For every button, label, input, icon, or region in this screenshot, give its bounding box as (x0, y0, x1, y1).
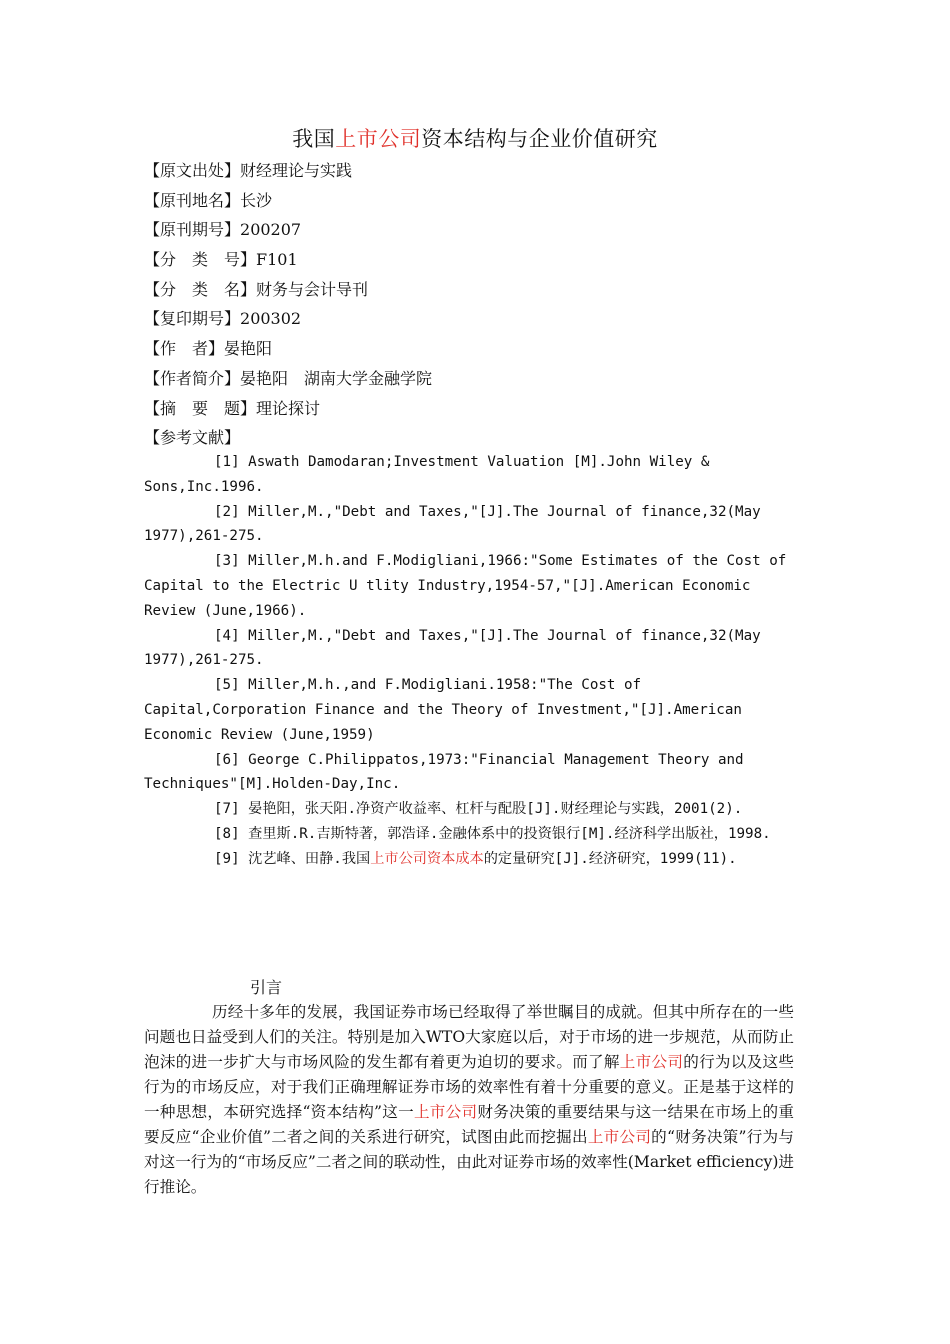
meta-label: 【分 类 名】 (144, 279, 257, 299)
reference-item: [8] 查里斯.R.吉斯特著，郭浩译.金融体系中的投资银行[M].经济科学出版社，1998. (214, 825, 771, 842)
intro-heading: 引言 (250, 978, 283, 997)
meta-row-references (144, 423, 804, 453)
article-title (0, 124, 950, 154)
meta-row-reprint-issue (144, 304, 804, 334)
reference-item: [4] Miller,M.,"Debt and Taxes,"[J].The Journal of finance,32(May 1977),261-275. (144, 627, 761, 669)
meta-value: 长沙 (240, 190, 273, 210)
meta-row-abstract-topic (144, 394, 804, 424)
reference-text: 的定量研究[J].经济研究，1999(11). (483, 850, 737, 867)
intro-text: 的行为以及这些行为的市场反应，对于我们正确理解证券市场的效率性有着十分重要的意义。正是基于这样的一种思想，本研究选择“资本结构”这一 (144, 1053, 794, 1121)
intro-text: 的“财务决策”行为与对这一行为的“市场反应”二者之间的联动性，由此对证券市场的效率性(Market efficiency)进行推论。 (144, 1128, 794, 1196)
reference-item: [6] George C.Philippatos,1973:"Financial Management Theory and Techniques"[M].Holden-Day,Inc. (144, 751, 744, 793)
intro-text: 财务决策的重要结果与这一结果在市场上的重要反应“企业价值”二者之间的关系进行研究，试图由此而挖掘出 (144, 1103, 794, 1146)
meta-value: F101 (256, 250, 298, 270)
reference-highlight: 上市公司资本成本 (370, 850, 484, 867)
reference-item: [1] Aswath Damodaran;Investment Valuation [M].John Wiley & Sons,Inc.1996. (144, 454, 710, 495)
meta-row-place (144, 186, 804, 216)
intro-highlight: 上市公司 (413, 1103, 478, 1121)
meta-value: 理论探讨 (256, 398, 321, 418)
meta-label: 【原刊地名】 (144, 190, 241, 210)
reference-item: [7] 晏艳阳，张天阳.净资产收益率、杠杆与配股[J].财经理论与实践，2001(2). (214, 801, 743, 818)
reference-item: [3] Miller,M.h.and F.Modigliani,1966:"Some Estimates of the Cost of Capital to the Electric U tlity Industry,1954-57,"[J].American Economic Review (June,1966). (144, 553, 787, 619)
intro-paragraph (144, 1000, 794, 1200)
meta-row-issue (144, 215, 804, 245)
meta-value: 晏艳阳 湖南大学金融学院 (240, 368, 433, 388)
title-highlight: 上市公司 (335, 127, 422, 151)
meta-label: 【复印期号】 (144, 309, 241, 329)
meta-label: 【参考文献】 (144, 428, 241, 448)
reference-item (144, 847, 796, 872)
reference-item: [5] Miller,M.h.,and F.Modigliani.1958:"The Cost of Capital,Corporation Finance and the Theory of Investment,"[J].American Economic Review (June,1959) (144, 677, 742, 743)
reference-item: [2] Miller,M.,"Debt and Taxes,"[J].The Journal of finance,32(May 1977),261-275. (144, 503, 761, 545)
reference-list (144, 450, 796, 872)
meta-row-author (144, 334, 804, 364)
meta-row-class-name (144, 275, 804, 305)
intro-highlight: 上市公司 (587, 1128, 652, 1146)
meta-value: 财务与会计导刊 (256, 279, 369, 299)
reference-text: [9] 沈艺峰、田静.我国 (214, 850, 371, 867)
title-prefix: 我国 (292, 127, 336, 151)
meta-row-author-bio (144, 364, 804, 394)
meta-row-source (144, 156, 804, 186)
title-suffix: 资本结构与企业价值研究 (421, 127, 658, 151)
meta-label: 【分 类 号】 (144, 250, 257, 270)
meta-label: 【原文出处】 (144, 161, 241, 180)
meta-value: 财经理论与实践 (240, 161, 353, 180)
meta-label: 【原刊期号】 (144, 220, 241, 240)
meta-row-class-number (144, 245, 804, 275)
metadata-block (144, 156, 804, 453)
intro-text: 历经十多年的发展，我国证券市场已经取得了举世瞩目的成就。但其中所存在的一些问题也日益受到人们的关注。特别是加入WTO大家庭以后，对于市场的进一步规范，从而防止泡沫的进一步扩大与市场风险的发生都有着更为迫切的要求。而了解 (144, 1003, 794, 1071)
intro-highlight: 上市公司 (619, 1053, 684, 1071)
meta-label: 【摘 要 题】 (144, 398, 257, 418)
meta-label: 【作 者】 (144, 339, 225, 359)
meta-value: 200302 (240, 309, 302, 329)
meta-value: 晏艳阳 (224, 339, 273, 359)
meta-label: 【作者简介】 (144, 368, 241, 388)
meta-value: 200207 (240, 220, 302, 240)
